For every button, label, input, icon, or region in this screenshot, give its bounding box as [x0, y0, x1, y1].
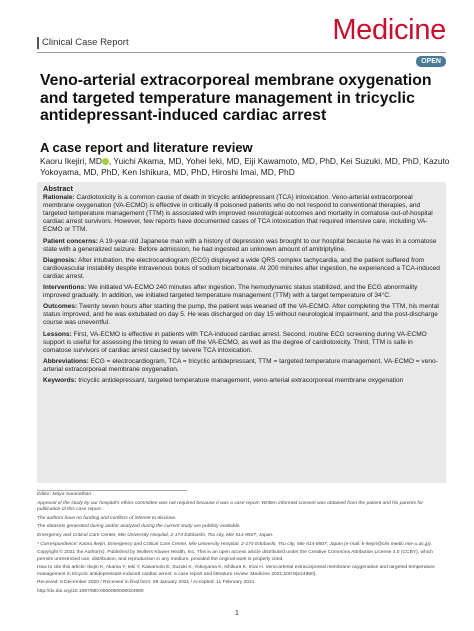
footnote-divider: [37, 490, 187, 491]
header-accent-bar: [37, 37, 39, 49]
footnote: Approval of the study by our hospital's ethics committee was not required because it was a case report. Written informed consent was obtained from the patient and his parents for publication of this case report.: [37, 500, 424, 512]
footnote: Copyright © 2021 the Author(s). Published by Wolters Kluwer Health, Inc. This is an open access article distributed under the Creative Commons Attribution License 4.0 (CCBY), which permits unrestricted use, distribution, and reproduction in any medium, provided the original work is properly cited.: [37, 550, 433, 562]
orcid-icon[interactable]: [102, 158, 109, 165]
article-section-label: Clinical Case Report: [42, 37, 129, 48]
abstract-section-label: Abbreviations:: [43, 357, 89, 365]
footnote: How to cite this article: Ikejiri K, Akama Y, Ieki Y, Kawamoto E, Suzuki K, Yokoyama K, Ishikura K, Imai H. Veno-arterial extracorporeal membrane oxygenation and targeted temperature management in tricyclic antidepressant-induced cardiac arrest: a case report and literature review. Medicine 2021;100:8(e24980).: [37, 565, 435, 577]
other-authors: , Yuichi Akama, MD, Yohei Ieki, MD, Eiji Kawamoto, MD, PhD, Kei Suzuki, MD, PhD, Kazuto Yokoyama, MD, PhD, Ken Ishikura, MD, PhD, Hiroshi Imai, MD, PhD: [40, 156, 450, 177]
abstract-heading: Abstract: [43, 184, 73, 193]
footnote: The authors have no funding and conflicts of interest to disclose.: [37, 515, 177, 521]
abstract-section-text: First, VA-ECMO is effective in patients with TCA-induced cardiac arrest. Second, routine ECG screening during VA-ECMO support is useful for assessing the timing to wean off the VA-ECMO, as well as the degree of cardiotoxicity. Third, TTM is safe in comatose survivors of cardiac arrest caused by severe TCA intoxication.: [43, 330, 427, 354]
abstract-section-text: Twenty seven hours after starting the pump, the patient was weaned off the VA-ECMO. After completing the TTM, his mental status improved, and he was extubated on day 5. He was discharged on day 15 without neurological impairment, and the post-discharge course was uneventful.: [43, 303, 439, 327]
footnote: The datasets generated during and/or analyzed during the current study are publicly available.: [37, 524, 241, 530]
footnotes: [37, 492, 446, 598]
abstract-section-label: Rationale:: [43, 194, 75, 202]
abstract-section-text: tricyclic antidepressant, targeted temperature management, veno-arterial extracorporeal membrane oxygenation: [78, 376, 404, 384]
abstract-section: [43, 358, 440, 374]
abstract-section-label: Patient concerns:: [43, 237, 98, 245]
abstract-section: [43, 303, 440, 327]
abstract-section-text: ECG = electrocardiogram, TCA = tricyclic antidepressant, TTM = targeted temperature management, VA-ECMO = veno-arterial extracorporeal membrane oxygenation.: [43, 357, 438, 373]
page-number: 1: [235, 610, 239, 617]
abstract-sections: [43, 194, 440, 385]
abstract-section-label: Outcomes:: [43, 303, 78, 311]
open-access-badge: OPEN: [416, 56, 446, 67]
footnote: Editor: Maya Saranathan.: [37, 492, 93, 497]
abstract-section: [43, 257, 440, 281]
footnote: Emergency and Critical Care Center, Mie University Hospital, 2-174 Edobashi, Tsu city, Mie 514-8507, Japan.: [37, 533, 274, 539]
footnote: * Correspondence: Kaoru Ikejiri, Emergency and Critical Care Center, Mie University Hospital, 2-174 Edobashi, Tsu city, Mie 514-8507, Japan (e-mail: k-ikejiri@clin.medic.mie-u.ac.jp).: [37, 541, 433, 547]
abstract-section: [43, 238, 440, 254]
article-subtitle: A case report and literature review: [40, 140, 253, 155]
abstract-section: [43, 331, 440, 355]
first-author: Kaoru Ikejiri, MD: [40, 156, 102, 166]
abstract-section-text: Cardiotoxicity is a common cause of death in tricyclic antidepressant (TCA) intoxication. Veno-arterial extracorporeal membrane oxygenation (VA-ECMO) is effective in critically ill poisoned patients who do not respond to conventional therapies, and targeted temperature management (TTM) is associated with improved neurological outcomes and mortality in comatose out-of-hospital cardiac arrest survivors. However, few reports have documented cases of TCA intoxication that required intensive care, including VA-ECMO or TTM.: [43, 194, 433, 234]
abstract-section-label: Interventions:: [43, 284, 87, 292]
abstract-section-text: A 19-year-old Japanese man with a history of depression was brought to our hospital because he was in a comatose state with a generalized seizure. Before admission, he had ingested an unknown amount of amitriptyline.: [43, 237, 437, 253]
footnote: http://dx.doi.org/10.1097/MD.0000000000024980: [37, 588, 144, 594]
abstract-section-text: We initiated VA-ECMO 240 minutes after ingestion. The hemodynamic status stabilized, and the ECG abnormality improved gradually. In addition, we initiated targeted temperature management (TTM) with a target temperature of 34°C.: [43, 284, 418, 300]
abstract-box: [37, 182, 446, 483]
abstract-section: [43, 284, 440, 300]
abstract-section: [43, 377, 440, 385]
author-list: [40, 156, 450, 177]
abstract-section-label: Diagnosis:: [43, 256, 77, 264]
abstract-section: [43, 194, 440, 234]
abstract-section-label: Lessons:: [43, 330, 72, 338]
article-title: Veno-arterial extracorporeal membrane oxygenation and targeted temperature management in tricyclic antidepressant-induced cardiac arrest: [40, 72, 432, 124]
footnote: Received: 9 December 2020 / Received in final form: 29 January 2021 / Accepted: 11 February 2021: [37, 580, 255, 586]
journal-logo[interactable]: Medicine: [332, 14, 446, 46]
abstract-section-text: After intubation, the electrocardiogram (ECG) displayed a wide QRS complex tachycardia, and the patient suffered from cardiovascular instability despite intravenous bolus of sodium bicarbonate. At 200 minutes after ingestion, he experienced a TCA-induced cardiac arrest.: [43, 256, 440, 280]
header-divider: [37, 52, 446, 53]
abstract-section-label: Keywords:: [43, 376, 77, 384]
